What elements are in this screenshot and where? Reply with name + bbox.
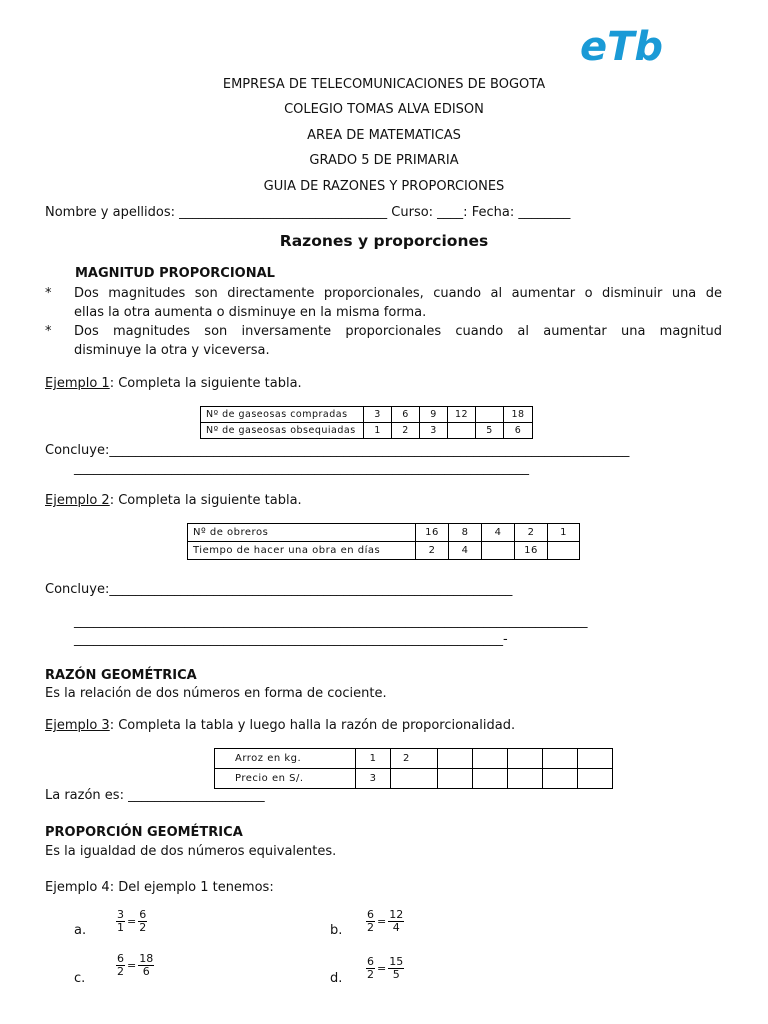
razon-definition: Es la relación de dos números en forma de cociente. — [45, 686, 387, 701]
header-line-guide: GUIA DE RAZONES Y PROPORCIONES — [263, 179, 505, 194]
table-cell: 3 — [356, 769, 391, 789]
table-cell — [473, 769, 508, 789]
table-cell: 2 — [392, 423, 420, 439]
ejemplo2-concluye-line3: __________________________________________________________________- — [74, 632, 508, 647]
ejemplo2-concluye: Concluye:______________________________________________________________ — [45, 582, 513, 597]
equals-sign: = — [127, 959, 137, 972]
proportion-b — [366, 909, 404, 934]
ejemplo2-prompt — [45, 493, 302, 508]
ejemplo2-concluye-line2: _______________________________________________________________________________ — [74, 614, 588, 629]
table-cell: 3 — [364, 407, 392, 423]
table-cell — [473, 749, 508, 769]
table-cell: 3 — [420, 423, 448, 439]
fraction: $\frac{6}{2}$ — [117, 952, 124, 978]
student-info-line: Nombre y apellidos: ________________________________ Curso: ____: Fecha: ________ — [45, 205, 571, 220]
table-cell: 8 — [449, 524, 482, 542]
table-cell: Nº de gaseosas compradas — [201, 407, 364, 423]
ejemplo3-prompt — [45, 718, 515, 733]
ejemplo1-text: : Completa la siguiente tabla. — [109, 376, 302, 391]
item-letter-d: d. — [330, 971, 343, 986]
table-cell: Precio en S/. — [215, 769, 356, 789]
item-letter-a: a. — [74, 923, 87, 938]
table-cell — [391, 769, 438, 789]
fraction: $\frac{6}{2}$ — [367, 908, 374, 934]
equals-sign: = — [377, 915, 387, 928]
equals-sign: = — [127, 915, 137, 928]
ejemplo3-table — [214, 748, 613, 789]
fraction: $\frac{6}{2}$ — [367, 955, 374, 981]
table-cell — [543, 769, 578, 789]
fraction: $\frac{15}{5}$ — [389, 955, 404, 981]
table-cell — [543, 749, 578, 769]
table-cell — [508, 769, 543, 789]
magnitud-heading: MAGNITUD PROPORCIONAL — [75, 266, 275, 281]
proportion-a — [116, 909, 147, 934]
table-cell: Tiempo de hacer una obra en días — [188, 542, 416, 560]
table-cell: 18 — [504, 407, 533, 423]
table-row — [201, 407, 533, 423]
fraction: $\frac{6}{2}$ — [139, 908, 147, 934]
fraction: $\frac{12}{4}$ — [389, 908, 404, 934]
magnitud-item1-line1: Dos magnitudes son directamente proporcionales, cuando al aumentar o disminuir una de — [74, 286, 722, 301]
table-cell: 4 — [449, 542, 482, 560]
ejemplo3-text: : Completa la tabla y luego halla la razón de proporcionalidad. — [109, 718, 516, 733]
table-cell: 6 — [392, 407, 420, 423]
table-cell: 2 — [416, 542, 449, 560]
fraction: $\frac{18}{6}$ — [139, 952, 154, 978]
header-line-area: AREA DE MATEMATICAS — [307, 128, 461, 143]
etb-logo — [578, 20, 664, 70]
table-cell — [508, 749, 543, 769]
ejemplo1-prompt — [45, 376, 302, 391]
proporcion-heading: PROPORCIÓN GEOMÉTRICA — [45, 825, 243, 840]
table-cell: Nº de obreros — [188, 524, 416, 542]
table-row — [201, 423, 533, 439]
table-cell: 1 — [356, 749, 391, 769]
table-cell — [448, 423, 476, 439]
table-cell: 12 — [448, 407, 476, 423]
item-letter-b: b. — [330, 923, 343, 938]
header-line-company: EMPRESA DE TELECOMUNICACIONES DE BOGOTA — [222, 77, 546, 92]
table-cell: 4 — [482, 524, 515, 542]
table-cell: Arroz en kg. — [215, 749, 356, 769]
ejemplo1-label: Ejemplo 1 — [45, 376, 110, 391]
table-cell: 16 — [515, 542, 548, 560]
ejemplo1-table — [200, 406, 533, 439]
ejemplo1-concluye-line2: ______________________________________________________________________ — [74, 461, 529, 476]
magnitud-item2-line2: disminuye la otra y viceversa. — [74, 343, 270, 358]
proportion-c — [116, 953, 154, 978]
table-cell — [438, 769, 473, 789]
table-cell: 1 — [364, 423, 392, 439]
proporcion-definition: Es la igualdad de dos números equivalentes. — [45, 844, 337, 859]
table-cell: 2 — [391, 749, 438, 769]
table-row — [215, 769, 613, 789]
magnitud-item2-line1: Dos magnitudes son inversamente proporcionales cuando al aumentar una magnitud — [74, 324, 722, 339]
razon-result-line: La razón es: _____________________ — [45, 788, 265, 803]
svg-text:eTb: eTb — [580, 24, 664, 70]
table-cell: 9 — [420, 407, 448, 423]
bullet-icon: * — [45, 324, 52, 339]
item-letter-c: c. — [74, 971, 86, 986]
table-cell: 2 — [515, 524, 548, 542]
etb-logo-graphic — [578, 20, 664, 70]
table-cell — [578, 769, 613, 789]
table-cell — [548, 542, 580, 560]
ejemplo2-label: Ejemplo 2 — [45, 493, 110, 508]
table-cell: Nº de gaseosas obsequiadas — [201, 423, 364, 439]
table-row — [188, 542, 580, 560]
proportion-d — [366, 956, 404, 981]
table-cell — [482, 542, 515, 560]
fraction: $\frac{3}{1}$ — [117, 908, 124, 934]
table-cell — [476, 407, 504, 423]
ejemplo4-prompt: Ejemplo 4: Del ejemplo 1 tenemos: — [45, 880, 274, 895]
header-line-school: COLEGIO TOMAS ALVA EDISON — [284, 102, 484, 117]
table-cell: 16 — [416, 524, 449, 542]
table-cell: 6 — [504, 423, 533, 439]
table-cell — [438, 749, 473, 769]
equals-sign: = — [377, 962, 387, 975]
header-line-grade: GRADO 5 DE PRIMARIA — [309, 153, 459, 168]
table-cell: 1 — [548, 524, 580, 542]
ejemplo2-text: : Completa la siguiente tabla. — [109, 493, 302, 508]
ejemplo1-concluye: Concluye:________________________________________________________________________________ — [45, 443, 630, 458]
table-row — [215, 749, 613, 769]
ejemplo3-label: Ejemplo 3 — [45, 718, 110, 733]
razon-heading: RAZÓN GEOMÉTRICA — [45, 668, 197, 683]
table-cell — [578, 749, 613, 769]
table-cell: 5 — [476, 423, 504, 439]
bullet-icon: * — [45, 286, 52, 301]
ejemplo2-table — [187, 523, 580, 560]
magnitud-item1-line2: ellas la otra aumenta o disminuye en la misma forma. — [74, 305, 427, 320]
page-title: Razones y proporciones — [279, 232, 489, 250]
table-row — [188, 524, 580, 542]
